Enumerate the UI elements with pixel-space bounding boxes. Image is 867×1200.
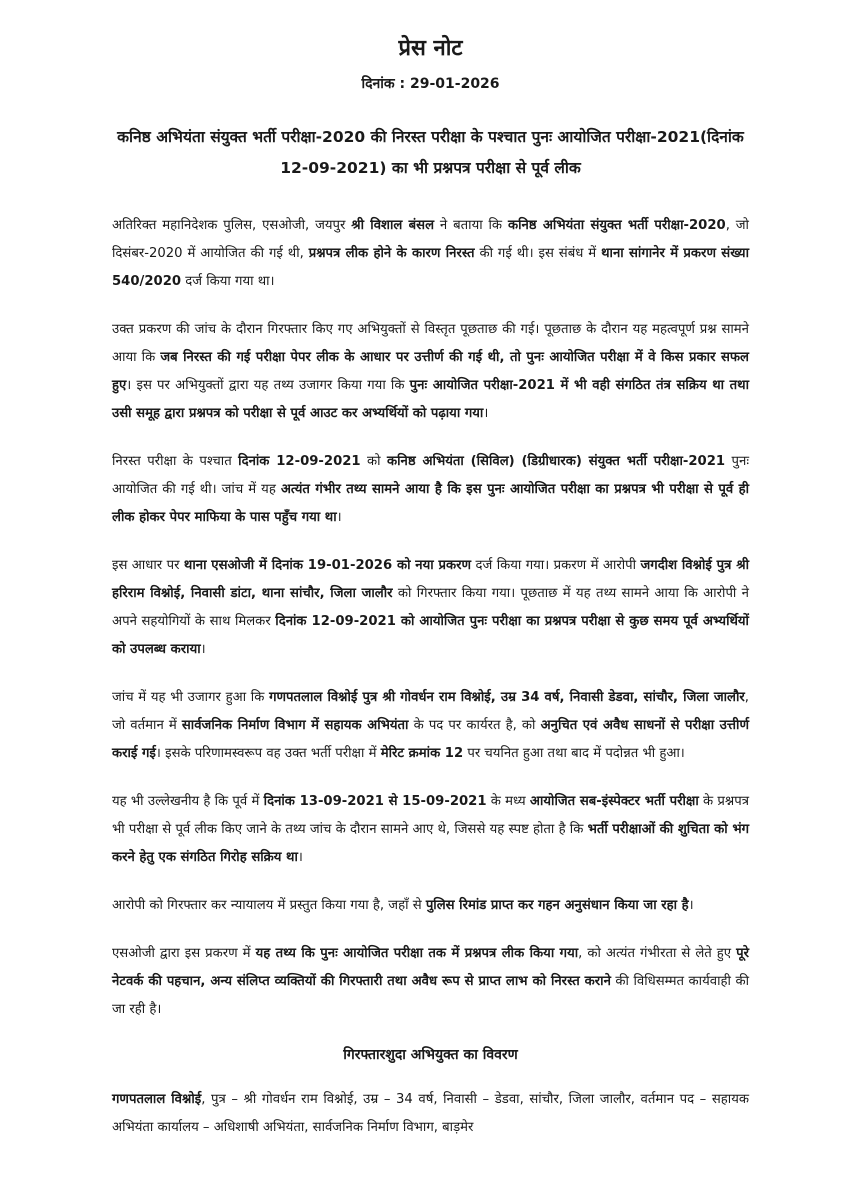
text-run: के प्रश्नपत्र भी परीक्षा से पूर्व लीक किए जाने के तथ्य जांच के दौरान सामने आए थे, जिससे यह स्पष्ट होता है कि xyxy=(112,794,749,837)
bold-text-run: अनुचित एवं अवैध साधनों से परीक्षा उत्तीर्ण कराई गई xyxy=(112,718,749,761)
paragraph-8 xyxy=(112,940,749,1024)
text-run: , को अत्यंत गंभीरता से लेते हुए xyxy=(578,946,737,961)
text-run: पुनः आयोजित की गई थी। जांच में यह xyxy=(112,454,749,497)
paragraph-4 xyxy=(112,552,749,664)
text-run: को xyxy=(360,454,387,469)
bold-text-run: जगदीश विश्नोई पुत्र श्री हरिराम विश्नोई, निवासी डांटा, थाना सांचौर, जिला जालौर xyxy=(112,558,749,601)
bold-text-run: पूरे नेटवर्क की पहचान, अन्य संलिप्त व्यक्तियों की गिरफ्तारी तथा अवैध रूप से प्राप्त लाभ को निरस्त कराने xyxy=(112,946,749,989)
text-run: । इस पर अभियुक्तों द्वारा यह तथ्य उजागर किया गया कि xyxy=(126,378,410,393)
bold-text-run: पुलिस रिमांड प्राप्त कर गहन अनुसंधान किया जा रहा है xyxy=(425,898,689,913)
bold-text-run: थाना सांगानेर में प्रकरण संख्या 540/2020 xyxy=(112,246,749,289)
text-run: । xyxy=(200,642,206,657)
bold-text-run: गणपतलाल विश्नोई पुत्र श्री गोवर्धन राम विश्नोई, उम्र 34 वर्ष, निवासी डेडवा, सांचौर, जिला जालौर xyxy=(269,690,745,705)
bold-text-run: श्री विशाल बंसल xyxy=(351,218,435,233)
bold-text-run: यह तथ्य कि पुनः आयोजित परीक्षा तक में प्रश्नपत्र लीक किया गया xyxy=(255,946,579,961)
bold-text-run: सार्वजनिक निर्माण विभाग में सहायक अभियंता xyxy=(181,718,409,733)
text-run: की गई थी। इस संबंध में xyxy=(474,246,602,261)
document-headline: कनिष्ठ अभियंता संयुक्त भर्ती परीक्षा-2020 की निरस्त परीक्षा के पश्चात पुनः आयोजित परीक्षा-2021(दिनांक 12-09-2021) का भी प्रश्नपत्र परीक्षा से पूर्व लीक xyxy=(117,128,744,177)
paragraph-3 xyxy=(112,448,749,532)
bold-text-run: थाना एसओजी में दिनांक 19-01-2026 को नया प्रकरण xyxy=(183,558,472,573)
text-run: को गिरफ्तार किया गया। पूछताछ में यह तथ्य सामने आया कि आरोपी ने अपने सहयोगियों के साथ मिलकर xyxy=(112,586,749,629)
text-run: दर्ज किया गया था। xyxy=(181,274,275,289)
paragraph-5 xyxy=(112,684,749,768)
text-run: के मध्य xyxy=(486,794,530,809)
bold-text-run: मेरिट क्रमांक 12 xyxy=(380,746,464,761)
text-run: यह भी उल्लेखनीय है कि पूर्व में xyxy=(112,794,264,809)
bold-text-run: दिनांक 12-09-2021 xyxy=(238,454,361,469)
text-run: , जो दिसंबर-2020 में आयोजित की गई थी, xyxy=(112,218,749,261)
accused-details xyxy=(112,1086,749,1142)
paragraph-1 xyxy=(112,212,749,296)
bold-text-run: जब निरस्त की गई परीक्षा पेपर लीक के आधार पर उत्तीर्ण की गई थी, तो पुनः आयोजित परीक्षा में वे किस प्रकार सफल हुए xyxy=(112,350,749,393)
text-run: दर्ज किया गया। प्रकरण में आरोपी xyxy=(471,558,641,573)
bold-text-run: कनिष्ठ अभियंता संयुक्त भर्ती परीक्षा-2020 xyxy=(507,218,726,233)
text-run: पर चयनित हुआ तथा बाद में पदोन्नत भी हुआ। xyxy=(463,746,685,761)
bold-text-run: आयोजित सब-इंस्पेक्टर भर्ती परीक्षा xyxy=(529,794,699,809)
text-run: उक्त प्रकरण की जांच के दौरान गिरफ्तार किए गए अभियुक्तों से विस्तृत पूछताछ की गई। पूछताछ के दौरान यह महत्वपूर्ण प्रश्न सामने आया कि xyxy=(112,322,749,365)
text-run: एसओजी द्वारा इस प्रकरण में xyxy=(112,946,256,961)
bold-text-run: दिनांक 13-09-2021 से 15-09-2021 xyxy=(263,794,487,809)
document-title: प्रेस नोट xyxy=(398,36,463,61)
text-run: । इसके परिणामस्वरूप वह उक्त भर्ती परीक्षा में xyxy=(155,746,381,761)
bold-text-run: गणपतलाल विश्नोई xyxy=(112,1092,202,1107)
text-run: आरोपी को गिरफ्तार कर न्यायालय में प्रस्तुत किया गया है, जहाँ से xyxy=(112,898,426,913)
paragraph-7 xyxy=(112,892,749,920)
paragraph-6 xyxy=(112,788,749,872)
document-date: दिनांक : 29-01-2026 xyxy=(361,76,500,92)
bold-text-run: अत्यंत गंभीर तथ्य सामने आया है कि इस पुनः आयोजित परीक्षा का प्रश्नपत्र भी परीक्षा से पूर्व ही लीक होकर पेपर माफिया के पास पहुँच गया था xyxy=(112,482,750,525)
bold-text-run: दिनांक 12-09-2021 को आयोजित पुनः परीक्षा का प्रश्नपत्र परीक्षा से कुछ समय पूर्व अभ्यर्थियों को उपलब्ध कराया xyxy=(112,614,749,657)
bold-text-run: पुनः आयोजित परीक्षा-2021 में भी वही संगठित तंत्र सक्रिय था तथा उसी समूह द्वारा प्रश्नपत्र को परीक्षा से पूर्व आउट कर अभ्यर्थियों को पढ़ाया गया xyxy=(112,378,749,421)
text-run: । xyxy=(483,406,489,421)
text-run: जांच में यह भी उजागर हुआ कि xyxy=(112,690,270,705)
text-run: । xyxy=(688,898,694,913)
accused-details-heading: गिरफ्तारशुदा अभियुक्त का विवरण xyxy=(343,1047,518,1063)
text-run: अतिरिक्त महानिदेशक पुलिस, एसओजी, जयपुर xyxy=(112,218,352,233)
text-run: इस आधार पर xyxy=(112,558,184,573)
text-run: , जो वर्तमान में xyxy=(112,690,749,733)
text-run: । xyxy=(297,850,303,865)
text-run: ने बताया कि xyxy=(434,218,508,233)
text-run: निरस्त परीक्षा के पश्चात xyxy=(112,454,239,469)
text-run: के पद पर कार्यरत है, को xyxy=(408,718,541,733)
text-run: , पुत्र – श्री गोवर्धन राम विश्नोई, उम्र – 34 वर्ष, निवासी – डेडवा, सांचौर, जिला जालौर, वर्तमान पद – सहायक अभियंता कार्यालय – अधिशाषी अभियंता, सार्वजनिक निर्माण विभाग, बाड़मेर xyxy=(112,1092,749,1135)
bold-text-run: भर्ती परीक्षाओं की शुचिता को भंग करने हेतु एक संगठित गिरोह सक्रिय था xyxy=(112,822,750,865)
paragraph-2 xyxy=(112,316,749,428)
bold-text-run: प्रश्नपत्र लीक होने के कारण निरस्त xyxy=(308,246,475,261)
text-run: की विधिसम्मत कार्यवाही की जा रही है। xyxy=(112,974,749,1017)
text-run: । xyxy=(336,510,342,525)
bold-text-run: कनिष्ठ अभियंता (सिविल) (डिग्रीधारक) संयुक्त भर्ती परीक्षा-2021 xyxy=(387,454,726,469)
